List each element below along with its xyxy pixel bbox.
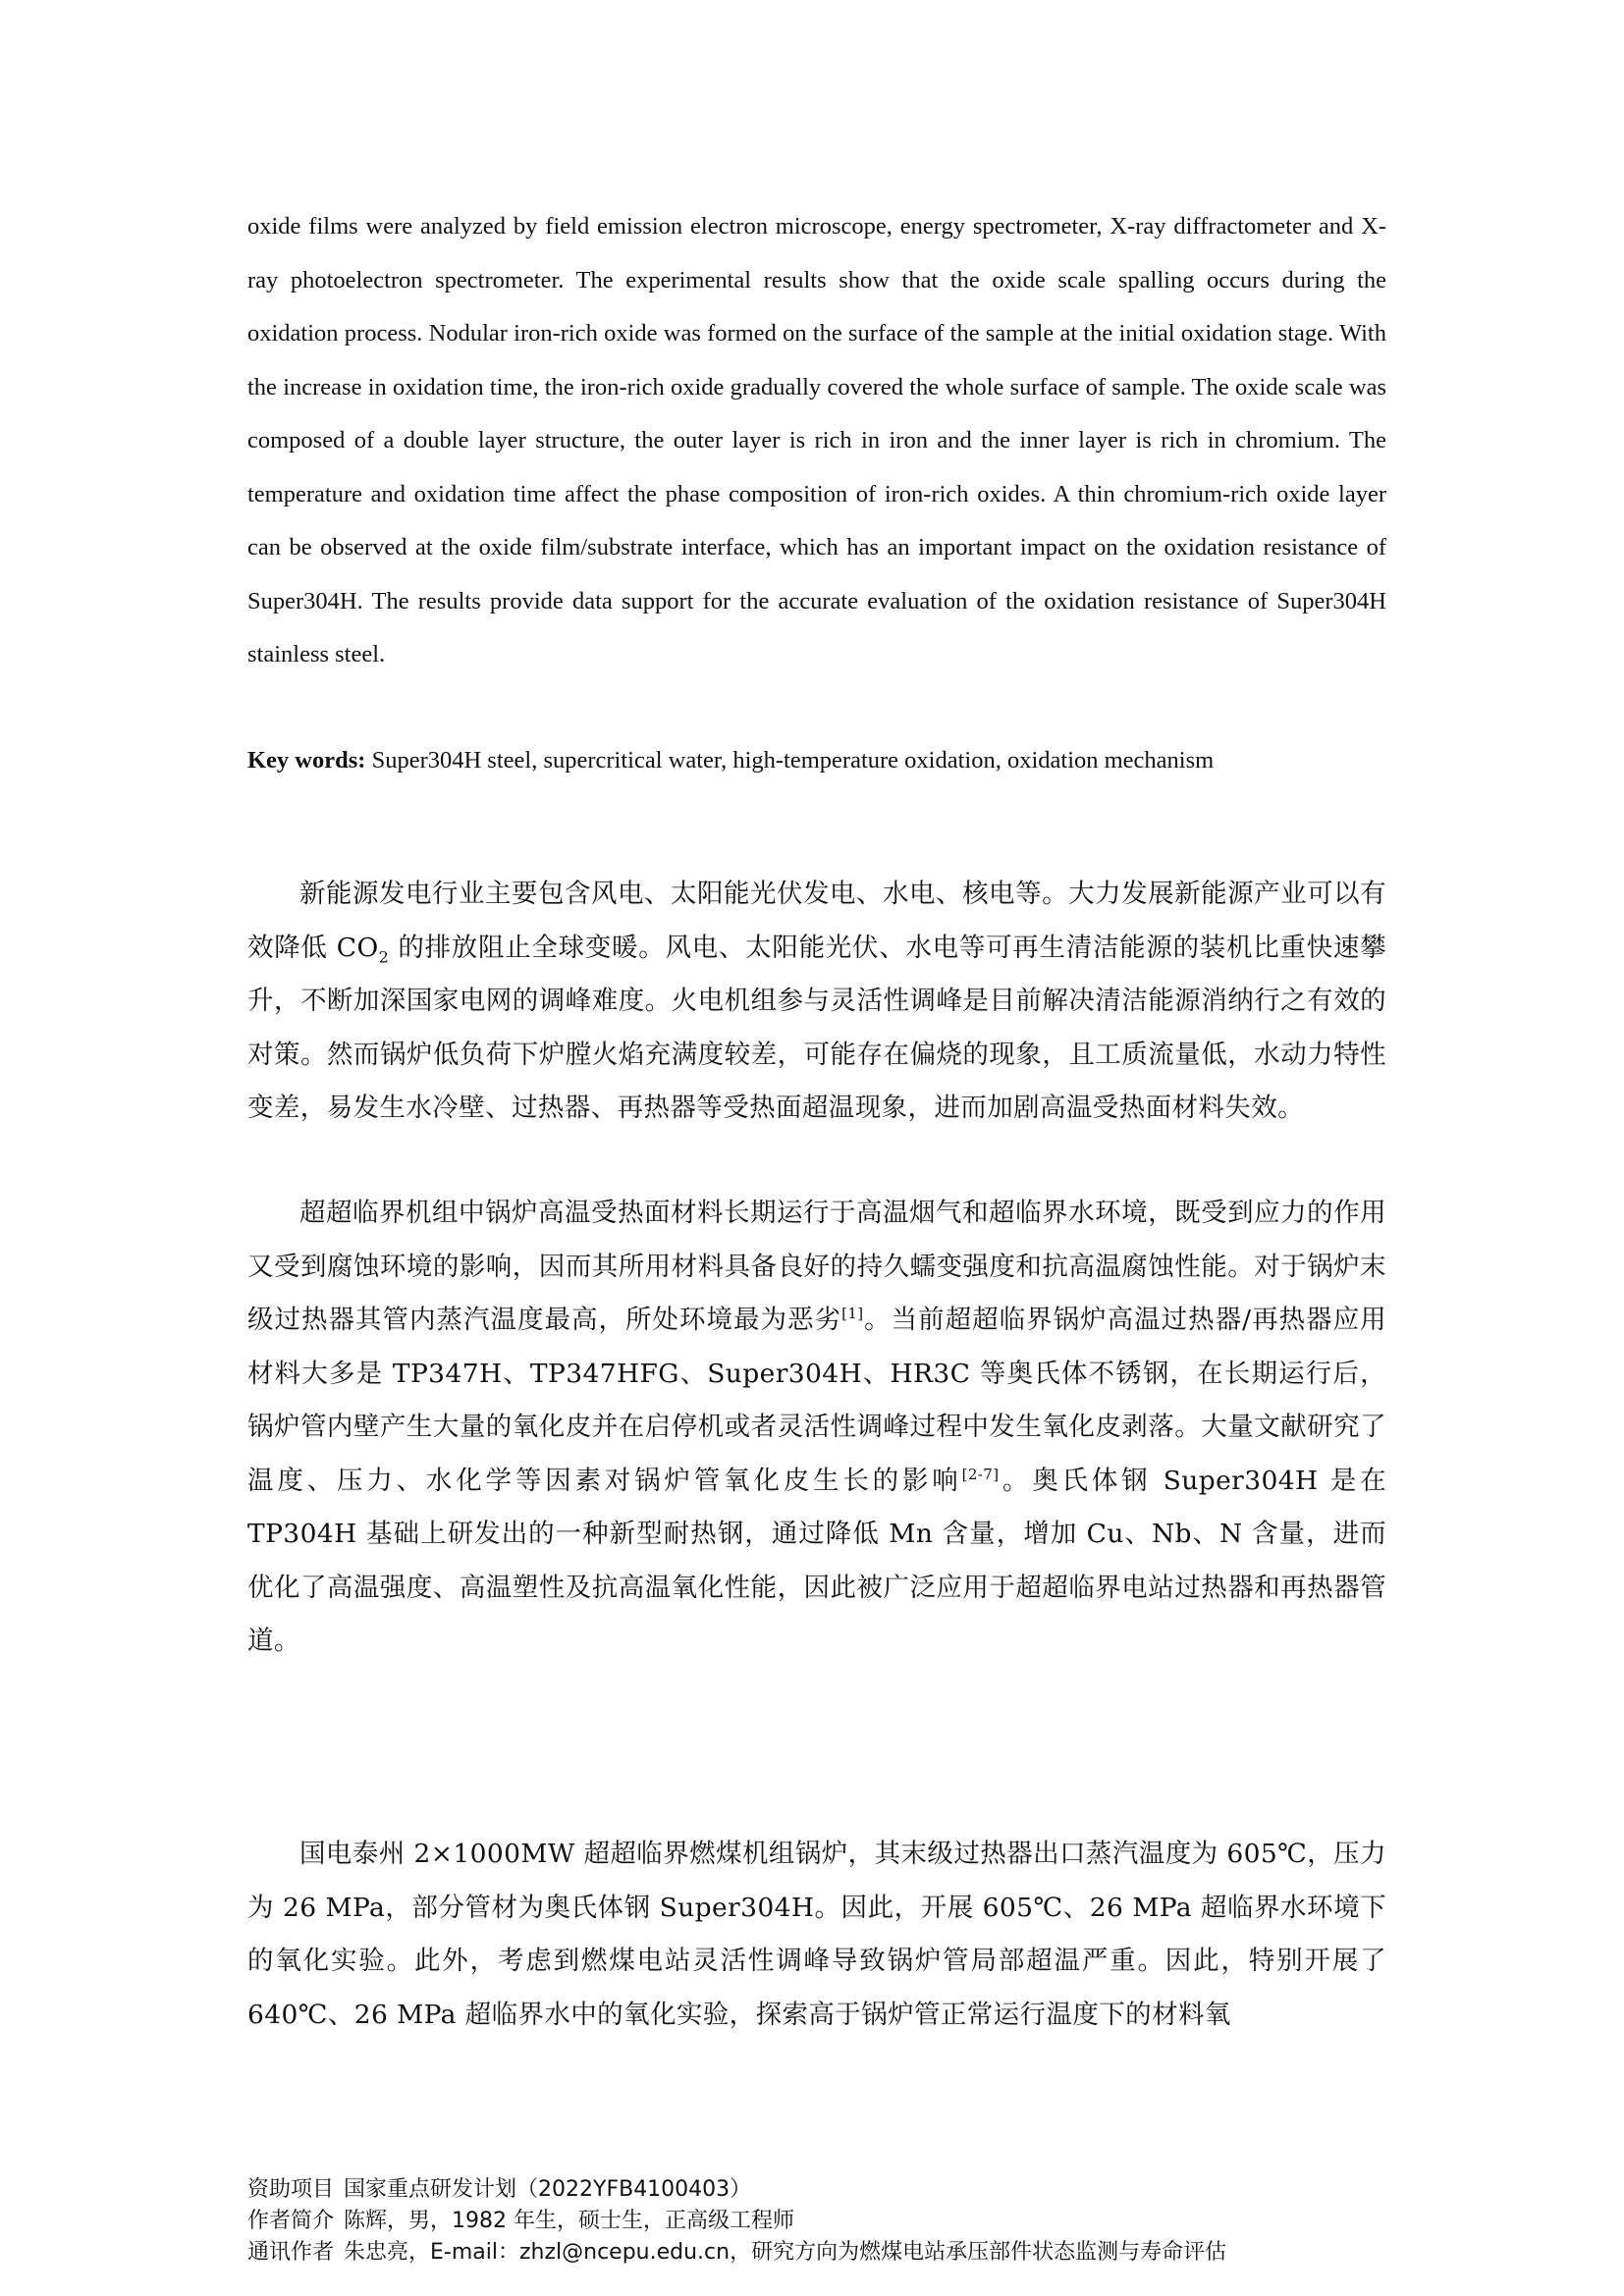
- keywords-text: Super304H steel, supercritical water, high-temperature oxidation, oxidation mechanism: [371, 747, 1215, 774]
- p1-text-a: 新能源发电行业主要包含风电、太阳能光伏发电、水电、核电等。大力发展新能源产业可以有效降低 CO: [247, 879, 1386, 963]
- author-label: 作者简介: [247, 2209, 335, 2233]
- body-paragraph-2: [247, 1187, 1386, 1669]
- corr-label: 通讯作者: [247, 2240, 335, 2265]
- p2-text-c: 。奥氏体钢 Super304H 是在 TP304H 基础上研发出的一种新型耐热钢，通过降低 Mn 含量，增加 Cu、Nb、N 含量，进而优化了高温强度、高温塑性及抗高温氧化性能，因此被广泛应用于超超临界电站过热器和再热器管道。: [247, 1465, 1386, 1656]
- p2-text-a: 超超临界机组中锅炉高温受热面材料长期运行于高温烟气和超临界水环境，既受到应力的作用又受到腐蚀环境的影响，因而其所用材料具备良好的持久蠕变强度和抗高温腐蚀性能。对于锅炉末级过热器其管内蒸汽温度最高，所处环境最为恶劣: [247, 1198, 1386, 1335]
- corr-text: 朱忠亮，E-mail：zhzl@ncepu.edu.cn，研究方向为燃煤电站承压部件状态监测与寿命评估: [344, 2240, 1227, 2265]
- footnote-corresponding: [247, 2238, 1426, 2268]
- body-paragraph-1: [247, 868, 1386, 1136]
- p1-subscript: 2: [378, 946, 390, 966]
- body-paragraph-3: 国电泰州 2×1000MW 超超临界燃煤机组锅炉，其末级过热器出口蒸汽温度为 605℃，压力为 26 MPa，部分管材为奥氏体钢 Super304H。因此，开展 605℃、26 MPa 超临界水环境下的氧化实验。此外，考虑到燃煤电站灵活性调峰导致锅炉管局部超温严重。因此，特别开展了 640℃、26 MPa 超临界水中的氧化实验，探索高于锅炉管正常运行温度下的材料氧: [247, 1839, 1386, 2030]
- p1-text-b: 的排放阻止全球变暖。风电、太阳能光伏、水电等可再生清洁能源的装机比重快速攀升，不断加深国家电网的调峰难度。火电机组参与灵活性调峰是目前解决清洁能源消纳行之有效的对策。然而锅炉低负荷下炉膛火焰充满度较差，可能存在偏烧的现象，且工质流量低，水动力特性变差，易发生水冷壁、过热器、再热器等受热面超温现象，进而加剧高温受热面材料失效。: [247, 932, 1386, 1123]
- citation-ref-2-7[interactable]: [2-7]: [961, 1465, 1000, 1483]
- footnote-funding: [247, 2175, 1426, 2205]
- funding-text: 国家重点研发计划（2022YFB4100403）: [344, 2177, 752, 2202]
- keywords-label: Key words:: [247, 747, 366, 774]
- author-text: 陈辉，男，1982 年生，硕士生，正高级工程师: [344, 2209, 794, 2233]
- abstract-text: oxide films were analyzed by field emission electron microscope, energy spectrometer, X-ray diffractometer and X-ray photoelectron spectrometer. The experimental results show that the oxide scale spalling occurs during the oxidation process. Nodular iron-rich oxide was formed on the surface of the sample at the initial oxidation stage. With the increase in oxidation time, the iron-rich oxide gradually covered the whole surface of sample. The oxide scale was composed of a double layer structure, the outer layer is rich in iron and the inner layer is rich in chromium. The temperature and oxidation time affect the phase composition of iron-rich oxides. A thin chromium-rich oxide layer can be observed at the oxide film/substrate interface, which has an important impact on the oxidation resistance of Super304H. The results provide data support for the accurate evaluation of the oxidation resistance of Super304H stainless steel.: [247, 213, 1386, 667]
- keywords: [247, 734, 1386, 788]
- citation-ref-1[interactable]: [1]: [841, 1305, 864, 1323]
- funding-label: 资助项目: [247, 2177, 335, 2202]
- p2-text-b: 。当前超超临界锅炉高温过热器/再热器应用材料大多是 TP347H、TP347HFG、Super304H、HR3C 等奥氏体不锈钢，在长期运行后，锅炉管内壁产生大量的氧化皮并在启停机或者灵活性调峰过程中发生氧化皮剥落。大量文献研究了温度、压力、水化学等因素对锅炉管氧化皮生长的影响: [247, 1305, 1386, 1496]
- footnote-author: [247, 2207, 1426, 2236]
